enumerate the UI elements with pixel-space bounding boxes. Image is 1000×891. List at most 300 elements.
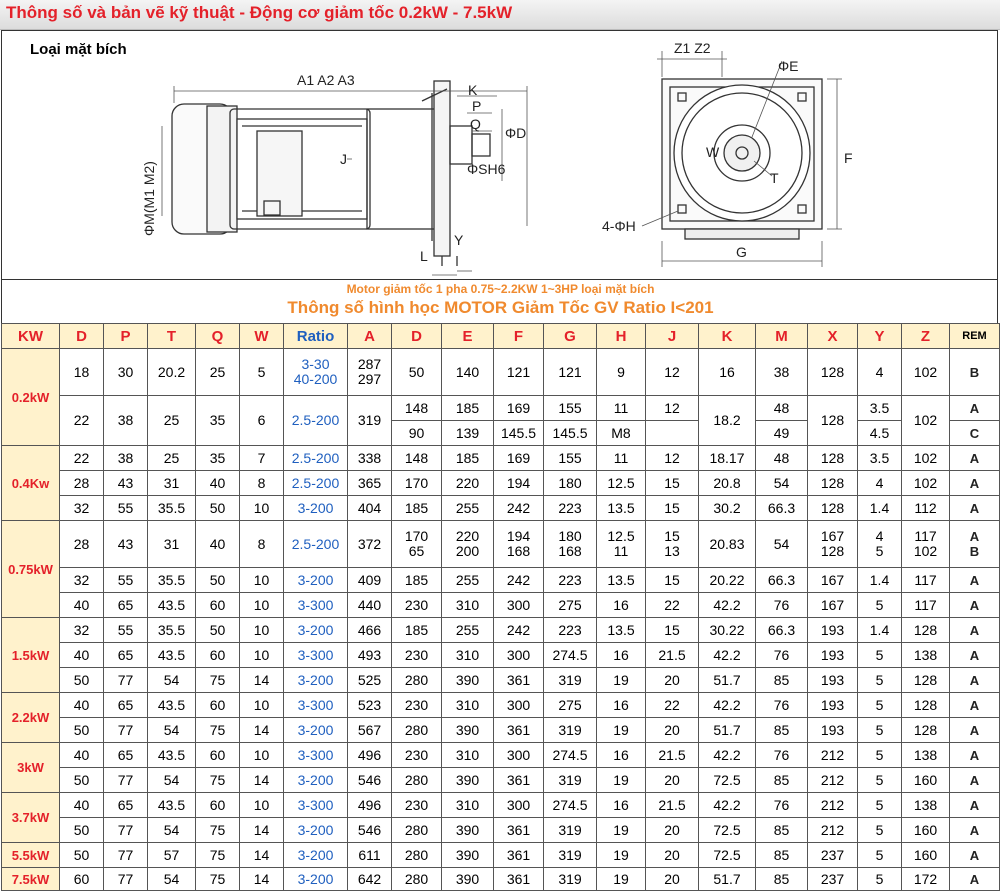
table-cell: 21.5 <box>646 793 699 818</box>
table-cell: 223 <box>544 568 597 593</box>
table-cell: 112 <box>902 496 950 521</box>
table-cell: 274.5 <box>544 793 597 818</box>
table-cell: 194 <box>494 471 544 496</box>
table-cell: 14 <box>240 768 284 793</box>
table-cell: 77 <box>104 868 148 891</box>
table-cell: 10 <box>240 618 284 643</box>
table-cell: 4 5 <box>858 521 902 568</box>
table-cell: 50 <box>196 568 240 593</box>
table-cell: 8 <box>240 471 284 496</box>
table-cell: 8 <box>240 521 284 568</box>
table-cell: 13.5 <box>597 568 646 593</box>
kw-group-cell: 7.5kW <box>2 868 60 891</box>
table-cell: 75 <box>196 718 240 743</box>
table-cell: 372 <box>348 521 392 568</box>
table-cell: 642 <box>348 868 392 891</box>
table-row <box>2 396 1000 421</box>
table-cell: 14 <box>240 718 284 743</box>
table-cell: 148 <box>392 446 442 471</box>
table-cell: 75 <box>196 843 240 868</box>
table-cell: 85 <box>756 768 808 793</box>
table-cell: 12.5 <box>597 471 646 496</box>
table-cell: 60 <box>196 793 240 818</box>
table-cell: 10 <box>240 568 284 593</box>
table-cell: 139 <box>442 421 494 446</box>
col-header: KW <box>2 324 60 349</box>
table-cell: 160 <box>902 843 950 868</box>
col-header: A <box>348 324 392 349</box>
table-cell: 85 <box>756 843 808 868</box>
dim-j: J <box>340 151 347 167</box>
table-cell: 40 <box>60 693 104 718</box>
table-cell: 55 <box>104 496 148 521</box>
table-row <box>2 868 1000 891</box>
table-cell: 5 <box>858 593 902 618</box>
table-cell: 4 <box>858 349 902 396</box>
table-cell: 280 <box>392 668 442 693</box>
table-cell: 3-300 <box>284 593 348 618</box>
kw-group-cell: 3kW <box>2 743 60 793</box>
table-cell: 35 <box>196 396 240 446</box>
table-cell: 310 <box>442 793 494 818</box>
table-cell: 40 <box>60 593 104 618</box>
table-cell: 3-300 <box>284 643 348 668</box>
table-cell: 310 <box>442 743 494 768</box>
header-row <box>2 324 1000 349</box>
table-cell: 523 <box>348 693 392 718</box>
table-cell: 493 <box>348 643 392 668</box>
table-cell: 390 <box>442 718 494 743</box>
table-cell: A <box>950 743 1000 768</box>
table-cell: 230 <box>392 593 442 618</box>
table-cell: 390 <box>442 868 494 891</box>
table-cell: 50 <box>196 618 240 643</box>
table-cell: 19 <box>597 668 646 693</box>
table-cell: 5 <box>858 818 902 843</box>
table-cell: 185 <box>392 568 442 593</box>
table-cell: 50 <box>60 718 104 743</box>
table-cell: 32 <box>60 618 104 643</box>
table-cell: 3-200 <box>284 868 348 891</box>
table-cell: 102 <box>902 446 950 471</box>
table-cell: 3.5 <box>858 446 902 471</box>
table-cell: 546 <box>348 768 392 793</box>
motor-drawing-svg <box>2 31 997 279</box>
table-cell: 40 <box>60 743 104 768</box>
table-cell: 40 <box>196 521 240 568</box>
table-cell: 20.83 <box>699 521 756 568</box>
table-cell: 319 <box>348 396 392 446</box>
col-header: F <box>494 324 544 349</box>
table-cell: 230 <box>392 643 442 668</box>
table-cell: 212 <box>808 793 858 818</box>
dim-t: T <box>770 170 779 186</box>
table-cell: 319 <box>544 668 597 693</box>
table-cell: 76 <box>756 593 808 618</box>
table-cell: 30 <box>104 349 148 396</box>
table-cell: A <box>950 446 1000 471</box>
table-cell: 85 <box>756 718 808 743</box>
table-cell: 255 <box>442 568 494 593</box>
table-cell: 57 <box>148 843 196 868</box>
table-row <box>2 668 1000 693</box>
table-cell: 160 <box>902 818 950 843</box>
col-header: K <box>699 324 756 349</box>
table-cell: 43.5 <box>148 593 196 618</box>
table-cell: 148 <box>392 396 442 421</box>
table-row <box>2 618 1000 643</box>
table-cell: 43 <box>104 521 148 568</box>
table-cell: 170 65 <box>392 521 442 568</box>
table-row <box>2 446 1000 471</box>
table-cell: C <box>950 421 1000 446</box>
table-row <box>2 496 1000 521</box>
table-cell: 54 <box>756 471 808 496</box>
spec-table <box>1 323 1000 891</box>
table-cell: 319 <box>544 768 597 793</box>
table-cell: 43.5 <box>148 693 196 718</box>
table-cell: 16 <box>699 349 756 396</box>
table-cell: 22 <box>646 693 699 718</box>
table-cell: 14 <box>240 843 284 868</box>
table-cell: 60 <box>196 593 240 618</box>
table-cell: A <box>950 471 1000 496</box>
table-cell: 5 <box>858 693 902 718</box>
page-title: Thông số và bản vẽ kỹ thuật - Động cơ giảm tốc 0.2kW - 7.5kW <box>6 3 513 22</box>
table-cell: A <box>950 396 1000 421</box>
table-cell: 145.5 <box>544 421 597 446</box>
table-cell: 361 <box>494 668 544 693</box>
dim-oe: ΦE <box>778 58 799 74</box>
table-cell: 38 <box>104 396 148 446</box>
kw-group-cell: 0.4Kw <box>2 446 60 521</box>
table-cell: 193 <box>808 618 858 643</box>
table-cell: 117 <box>902 568 950 593</box>
table-cell: 54 <box>756 521 808 568</box>
table-cell: 65 <box>104 743 148 768</box>
col-header: W <box>240 324 284 349</box>
table-cell: 85 <box>756 818 808 843</box>
table-cell: 54 <box>148 768 196 793</box>
col-header: Y <box>858 324 902 349</box>
table-cell: A <box>950 718 1000 743</box>
table-cell: 117 <box>902 593 950 618</box>
table-cell: 19 <box>597 843 646 868</box>
table-cell: 19 <box>597 768 646 793</box>
col-header: REM <box>950 324 1000 349</box>
table-cell: 77 <box>104 768 148 793</box>
table-cell: 10 <box>240 793 284 818</box>
table-cell: 280 <box>392 843 442 868</box>
table-row <box>2 593 1000 618</box>
table-cell: 15 <box>646 568 699 593</box>
table-cell: A <box>950 693 1000 718</box>
table-cell: 20 <box>646 768 699 793</box>
table-cell: 404 <box>348 496 392 521</box>
dim-q: Q <box>470 116 481 132</box>
table-cell: 193 <box>808 643 858 668</box>
dim-w: W <box>706 144 720 160</box>
table-cell: 32 <box>60 568 104 593</box>
table-row <box>2 743 1000 768</box>
table-cell: 20 <box>646 718 699 743</box>
kw-group-cell: 1.5kW <box>2 618 60 693</box>
table-cell: 20 <box>646 843 699 868</box>
table-cell: 12.5 11 <box>597 521 646 568</box>
table-row <box>2 521 1000 568</box>
table-cell <box>646 421 699 446</box>
kw-group-cell: 0.75kW <box>2 521 60 618</box>
table-cell: 319 <box>544 718 597 743</box>
table-cell: 223 <box>544 618 597 643</box>
table-cell: 85 <box>756 868 808 891</box>
table-cell: B <box>950 349 1000 396</box>
table-cell: A <box>950 593 1000 618</box>
table-cell: 185 <box>392 496 442 521</box>
drawing-label: Loại mặt bích <box>30 41 127 58</box>
table-cell: 75 <box>196 768 240 793</box>
table-cell: 3-200 <box>284 618 348 643</box>
col-header: H <box>597 324 646 349</box>
table-row <box>2 568 1000 593</box>
table-cell: 546 <box>348 818 392 843</box>
table-cell: 102 <box>902 349 950 396</box>
col-header: J <box>646 324 699 349</box>
table-cell: 180 168 <box>544 521 597 568</box>
table-cell: 5 <box>858 793 902 818</box>
table-cell: 5 <box>240 349 284 396</box>
col-header: T <box>148 324 196 349</box>
table-cell: 50 <box>60 843 104 868</box>
table-cell: 42.2 <box>699 693 756 718</box>
table-headings <box>1 280 998 323</box>
table-cell: 28 <box>60 521 104 568</box>
table-cell: 242 <box>494 496 544 521</box>
table-cell: 5 <box>858 643 902 668</box>
col-header: Ratio <box>284 324 348 349</box>
table-cell: 194 168 <box>494 521 544 568</box>
table-cell: 35.5 <box>148 568 196 593</box>
table-cell: 20.8 <box>699 471 756 496</box>
table-cell: 237 <box>808 843 858 868</box>
table-cell: 212 <box>808 743 858 768</box>
table-cell: 43.5 <box>148 743 196 768</box>
table-cell: 15 <box>646 618 699 643</box>
table-cell: 66.3 <box>756 496 808 521</box>
table-cell: 193 <box>808 693 858 718</box>
table-cell: 5 <box>858 868 902 891</box>
col-header: Z <box>902 324 950 349</box>
table-cell: 65 <box>104 643 148 668</box>
table-cell: 361 <box>494 768 544 793</box>
kw-group-cell: 0.2kW <box>2 349 60 446</box>
table-cell: 185 <box>392 618 442 643</box>
table-cell: 18.17 <box>699 446 756 471</box>
table-cell: 16 <box>597 743 646 768</box>
table-cell: 85 <box>756 668 808 693</box>
dim-od: ΦD <box>505 125 527 141</box>
table-cell: 16 <box>597 793 646 818</box>
table-cell: 40 <box>196 471 240 496</box>
table-cell: 10 <box>240 593 284 618</box>
table-cell: 140 <box>442 349 494 396</box>
table-cell: 66.3 <box>756 568 808 593</box>
table-cell: 255 <box>442 618 494 643</box>
table-cell: 274.5 <box>544 643 597 668</box>
table-cell: 3.5 <box>858 396 902 421</box>
table-cell: 1.4 <box>858 496 902 521</box>
table-cell: 128 <box>808 446 858 471</box>
table-cell: 167 <box>808 568 858 593</box>
table-cell: 18.2 <box>699 396 756 446</box>
table-cell: 319 <box>544 818 597 843</box>
table-cell: 242 <box>494 568 544 593</box>
table-cell: 212 <box>808 768 858 793</box>
table-cell: 14 <box>240 868 284 891</box>
table-cell: 230 <box>392 793 442 818</box>
table-cell: 48 <box>756 396 808 421</box>
table-cell: 2.5-200 <box>284 446 348 471</box>
table-cell: 280 <box>392 868 442 891</box>
col-header: Q <box>196 324 240 349</box>
col-header: M <box>756 324 808 349</box>
table-cell: 12 <box>646 396 699 421</box>
table-cell: 54 <box>148 668 196 693</box>
col-header: D <box>60 324 104 349</box>
table-cell: 11 <box>597 446 646 471</box>
table-cell: A <box>950 768 1000 793</box>
table-cell: 16 <box>597 643 646 668</box>
table-cell: 60 <box>196 743 240 768</box>
table-cell: 9 <box>597 349 646 396</box>
table-cell: 51.7 <box>699 718 756 743</box>
table-cell: 390 <box>442 668 494 693</box>
table-cell: 38 <box>104 446 148 471</box>
table-cell: 13.5 <box>597 618 646 643</box>
table-cell: 72.5 <box>699 818 756 843</box>
table-cell: 338 <box>348 446 392 471</box>
table-cell: 169 <box>494 446 544 471</box>
dim-y: Y <box>454 232 464 248</box>
table-cell: 31 <box>148 521 196 568</box>
table-cell: 237 <box>808 868 858 891</box>
table-cell: 128 <box>808 349 858 396</box>
table-cell: 310 <box>442 593 494 618</box>
table-cell: 22 <box>60 396 104 446</box>
table-cell: A <box>950 818 1000 843</box>
heading-title: Thông số hình học MOTOR Giảm Tốc GV Ratio I<201 <box>287 298 714 317</box>
table-cell: 77 <box>104 818 148 843</box>
table-cell: A <box>950 618 1000 643</box>
table-cell: 185 <box>442 446 494 471</box>
table-row <box>2 718 1000 743</box>
table-cell: 185 <box>442 396 494 421</box>
table-cell: 361 <box>494 818 544 843</box>
table-cell: 32 <box>60 496 104 521</box>
table-cell: 242 <box>494 618 544 643</box>
table-cell: 5 <box>858 668 902 693</box>
table-cell: 3-200 <box>284 818 348 843</box>
table-cell: 40 <box>60 793 104 818</box>
table-cell: 390 <box>442 818 494 843</box>
table-cell: A <box>950 496 1000 521</box>
table-cell: 496 <box>348 743 392 768</box>
table-cell: 75 <box>196 668 240 693</box>
table-cell: 50 <box>60 818 104 843</box>
table-cell: A <box>950 643 1000 668</box>
table-cell: 4 <box>858 471 902 496</box>
table-cell: 155 <box>544 396 597 421</box>
table-cell: 138 <box>902 743 950 768</box>
table-cell: 75 <box>196 818 240 843</box>
table-cell: 16 <box>597 593 646 618</box>
table-cell: 20 <box>646 868 699 891</box>
table-cell: 7 <box>240 446 284 471</box>
col-header: E <box>442 324 494 349</box>
dim-osh: ΦSH6 <box>467 161 506 177</box>
table-cell: 20 <box>646 818 699 843</box>
table-cell: 42.2 <box>699 743 756 768</box>
table-cell: A <box>950 668 1000 693</box>
table-cell: 54 <box>148 868 196 891</box>
table-cell: 275 <box>544 693 597 718</box>
table-cell: 4.5 <box>858 421 902 446</box>
table-cell: 19 <box>597 868 646 891</box>
table-cell: 21.5 <box>646 743 699 768</box>
table-cell: 121 <box>494 349 544 396</box>
table-row <box>2 768 1000 793</box>
table-cell: 10 <box>240 743 284 768</box>
table-cell: 275 <box>544 593 597 618</box>
table-cell: 361 <box>494 843 544 868</box>
table-cell: 2.5-200 <box>284 396 348 446</box>
table-cell: 22 <box>60 446 104 471</box>
table-cell: 310 <box>442 693 494 718</box>
table-cell: 440 <box>348 593 392 618</box>
table-cell: 77 <box>104 843 148 868</box>
table-cell: 15 13 <box>646 521 699 568</box>
kw-group-cell: 2.2kW <box>2 693 60 743</box>
title-bar <box>0 0 1000 30</box>
table-cell: 300 <box>494 643 544 668</box>
table-cell: 128 <box>902 668 950 693</box>
table-cell: 42.2 <box>699 593 756 618</box>
table-cell: 365 <box>348 471 392 496</box>
table-row <box>2 818 1000 843</box>
table-cell: 5 <box>858 743 902 768</box>
dim-om: ΦM(M1 M2) <box>141 161 157 236</box>
table-cell: 1.4 <box>858 618 902 643</box>
table-cell: 90 <box>392 421 442 446</box>
table-cell: 5 <box>858 843 902 868</box>
table-cell: 160 <box>902 768 950 793</box>
table-cell: 310 <box>442 643 494 668</box>
table-cell: 223 <box>544 496 597 521</box>
table-cell: 65 <box>104 593 148 618</box>
table-cell: 496 <box>348 793 392 818</box>
table-cell: 76 <box>756 693 808 718</box>
table-cell: 55 <box>104 618 148 643</box>
dim-oh: 4-ΦH <box>602 218 636 234</box>
table-cell: 128 <box>902 693 950 718</box>
table-cell: A <box>950 793 1000 818</box>
table-cell: 3-200 <box>284 496 348 521</box>
table-cell: 5 <box>858 718 902 743</box>
table-row <box>2 471 1000 496</box>
table-cell: 19 <box>597 718 646 743</box>
table-cell: 5 <box>858 768 902 793</box>
table-cell: A B <box>950 521 1000 568</box>
